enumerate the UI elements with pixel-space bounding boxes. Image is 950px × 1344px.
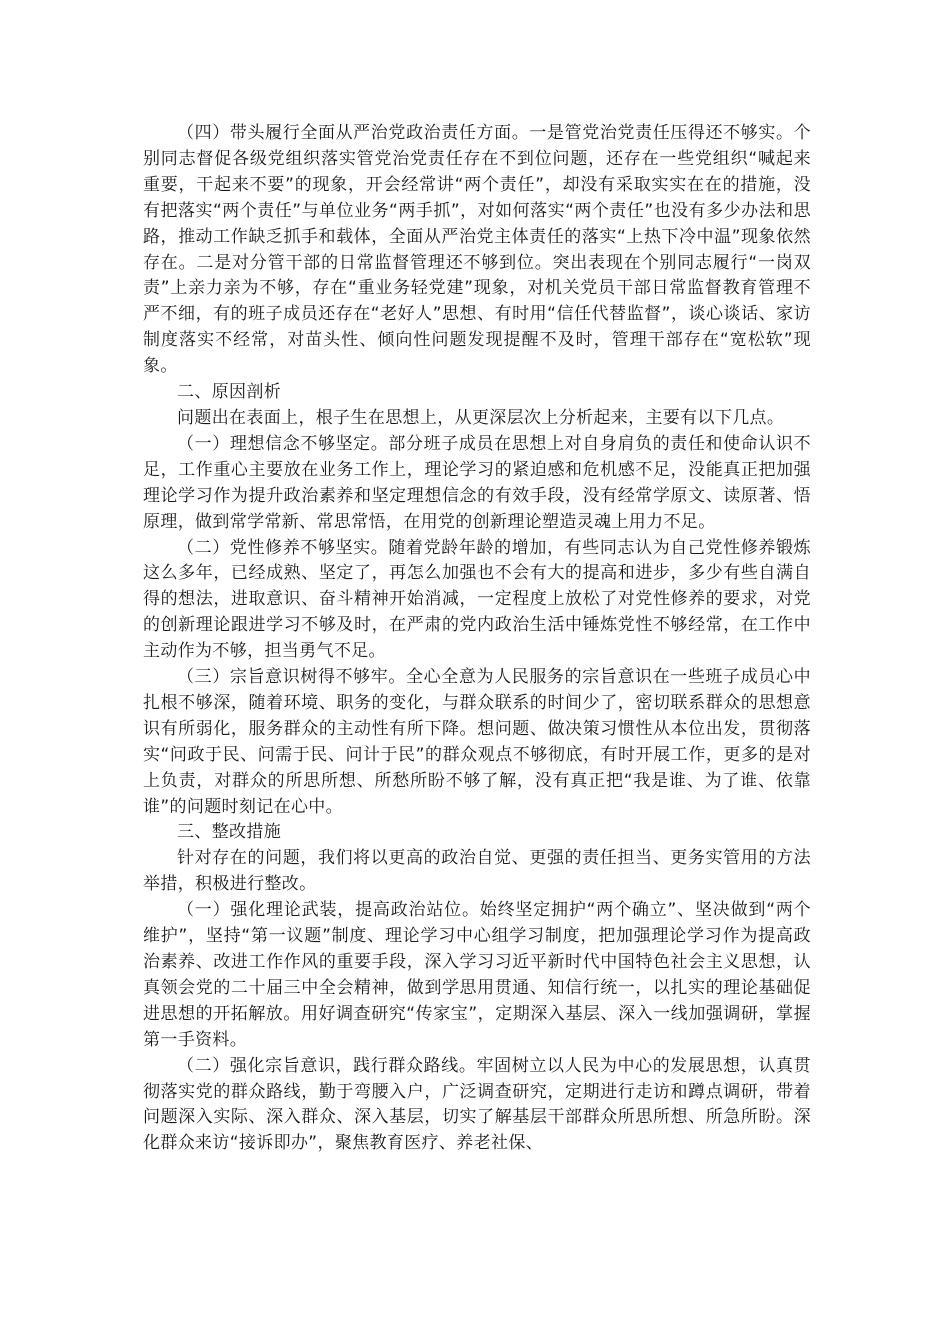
paragraph-cause-purpose: （三）宗旨意识树得不够牢。全心全意为人民服务的宗旨意识在一些班子成员心中扎根不够深，随着环境、职务的变化，与群众联系的时间少了，密切联系群众的思想意识有所弱化，服务群众的主动性有所下降。想问题、做决策习惯性从本位出发，贯彻落实“问政于民、问需于民、问计于民”的群众观点不够彻底，有时开展工作，更多的是对上负责，对群众的所思所想、所愁所盼不够了解，没有真正把“我是谁、为了谁、依靠谁”的问题时刻记在心中。	[143, 667, 811, 817]
section-heading-rectification: 三、整改措施	[177, 822, 282, 843]
paragraph-rectification-theory: （一）强化理论武装，提高政治站位。始终坚定拥护“两个确立”、坚决做到“两个维护”，坚持“第一议题”制度、理论学习中心组学习制度，把加强理论学习作为提高政治素养、改进工作作风的重要手段，深入学习习近平新时代中国特色社会主义思想，认真领会党的二十届三中全会精神，做到学思用贯通、知信行统一，以扎实的理论基础促进思想的开拓解放。用好调查研究“传家宝”，定期深入基层、深入一线加强调研，掌握第一手资料。	[143, 900, 811, 1050]
section-heading-cause-analysis: 二、原因剖析	[177, 382, 282, 403]
paragraph-rectification-masses: （二）强化宗旨意识，践行群众路线。牢固树立以人民为中心的发展思想，认真贯彻落实党的群众路线，勤于弯腰入户，广泛调查研究，定期进行走访和蹲点调研，带着问题深入实际、深入群众、深入基层，切实了解基层干部群众所思所想、所急所盼。深化群众来访“接诉即办”，聚焦教育医疗、养老社保、	[143, 1055, 811, 1154]
paragraph-rectification-intro: 针对存在的问题，我们将以更高的政治自觉、更强的责任担当、更务实管用的方法举措，积极进行整改。	[143, 848, 811, 895]
paragraph-cause-party-spirit: （二）党性修养不够坚实。随着党龄年龄的增加，有些同志认为自己党性修养锻炼这么多年，已经成熟、坚定了，再怎么加强也不会有大的提高和进步，多少有些自满自得的想法，进取意识、奋斗精神开始消减，一定程度上放松了对党性修养的要求，对党的创新理论跟进学习不够及时，在严肃的党内政治生活中锤炼党性不够经常，在工作中主动作为不够，担当勇气不足。	[143, 537, 811, 662]
paragraph-responsibility-issues: （四）带头履行全面从严治党政治责任方面。一是管党治党责任压得还不够实。个别同志督促各级党组织落实管党治党责任存在不到位问题，还存在一些党组织“喊起来重要，干起来不要”的现象，开会经常讲“两个责任”，却没有采取实实在在的措施，没有把落实“两个责任”与单位业务“两手抓”，对如何落实“两个责任”也没有多少办法和思路，推动工作缺乏抓手和载体，全面从严治党主体责任的落实“上热下冷中温”现象依然存在。二是对分管干部的日常监督管理还不够到位。突出表现在个别同志履行“一岗双责”上亲力亲为不够，存在“重业务轻党建”现象，对机关党员干部日常监督教育管理不严不细，有的班子成员还存在“老好人”思想、有时用“信任代替监督”，谈心谈话、家访制度落实不经常，对苗头性、倾向性问题发现提醒不及时，管理干部存在“宽松软”现象。	[143, 123, 811, 377]
paragraph-cause-ideals: （一）理想信念不够坚定。部分班子成员在思想上对自身肩负的责任和使命认识不足，工作重心主要放在业务工作上，理论学习的紧迫感和危机感不足，没能真正把加强理论学习作为提升政治素养和坚定理想信念的有效手段，没有经常学原文、读原著、悟原理，做到常学常新、常思常悟，在用党的创新理论塑造灵魂上用力不足。	[143, 433, 811, 532]
paragraph-cause-intro: 问题出在表面上，根子生在思想上，从更深层次上分析起来，主要有以下几点。	[177, 407, 785, 428]
document-body	[143, 121, 811, 1157]
